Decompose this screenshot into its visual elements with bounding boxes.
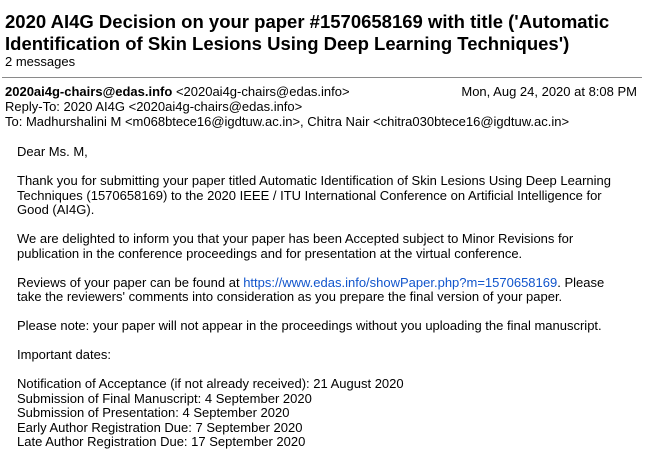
body-paragraph-4: Please note: your paper will not appear in the proceedings without you uploading the final manuscript. bbox=[17, 318, 602, 333]
reviews-text-end: . Please take the reviewers' comments into consideration as you prepare the final version of your paper. bbox=[17, 274, 605, 304]
email-subject: 2020 AI4G Decision on your paper #1570658169 with title ('Automatic Identification of Skin Lesions Using Deep Learning Techniques') bbox=[5, 11, 610, 54]
date-item: Notification of Acceptance (if not already received): 21 August 2020 bbox=[17, 376, 404, 391]
date-item: Submission of Final Manuscript: 4 September 2020 bbox=[17, 390, 312, 406]
date-item: Early Author Registration Due: 7 September 2020 bbox=[17, 419, 303, 435]
body-paragraph-2: We are delighted to inform you that your paper has been Accepted subject to Minor Revisions for publication in the conference proceedings and for presentation at the virtual conference. bbox=[17, 231, 574, 261]
message-header bbox=[5, 84, 639, 129]
reply-to-label: Reply-To: bbox=[5, 99, 60, 114]
date-item: Late Author Registration Due: 17 September 2020 bbox=[17, 434, 306, 449]
message-count: 2 messages bbox=[5, 54, 76, 69]
body-paragraph-1: Thank you for submitting your paper titled Automatic Identification of Skin Lesions Using Deep Learning Techniques (1570658169) to the 2020 IEEE / ITU International Conference on Artificial Intelligence for Good (AI4G). bbox=[17, 173, 612, 217]
date-item: Submission of Presentation: 4 September 2020 bbox=[17, 405, 290, 420]
reply-to-value: 2020 AI4G <2020ai4g-chairs@edas.info> bbox=[63, 99, 303, 114]
reviews-link[interactable]: https://www.edas.info/showPaper.php?m=1570658169 bbox=[243, 274, 558, 290]
sender-address: <2020ai4g-chairs@edas.info> bbox=[175, 84, 350, 99]
to-value: Madhurshalini M <m068btece16@igdtuw.ac.in>, Chitra Nair <chitra030btece16@igdtuw.ac.in> bbox=[25, 114, 570, 129]
important-dates-list bbox=[17, 377, 617, 450]
body-paragraph-3 bbox=[17, 276, 617, 305]
message-date: Mon, Aug 24, 2020 at 8:08 PM bbox=[461, 84, 637, 99]
from-row bbox=[5, 84, 639, 99]
to-label: To: bbox=[5, 114, 23, 129]
header-divider bbox=[2, 77, 642, 78]
reviews-text: Reviews of your paper can be found at bbox=[17, 274, 244, 290]
message-body bbox=[17, 145, 617, 450]
to-row bbox=[5, 114, 639, 129]
reply-to-row bbox=[5, 99, 639, 114]
greeting: Dear Ms. M, bbox=[17, 144, 88, 159]
sender-name[interactable]: 2020ai4g-chairs@edas.info bbox=[5, 84, 173, 99]
dates-heading: Important dates: bbox=[17, 347, 111, 362]
